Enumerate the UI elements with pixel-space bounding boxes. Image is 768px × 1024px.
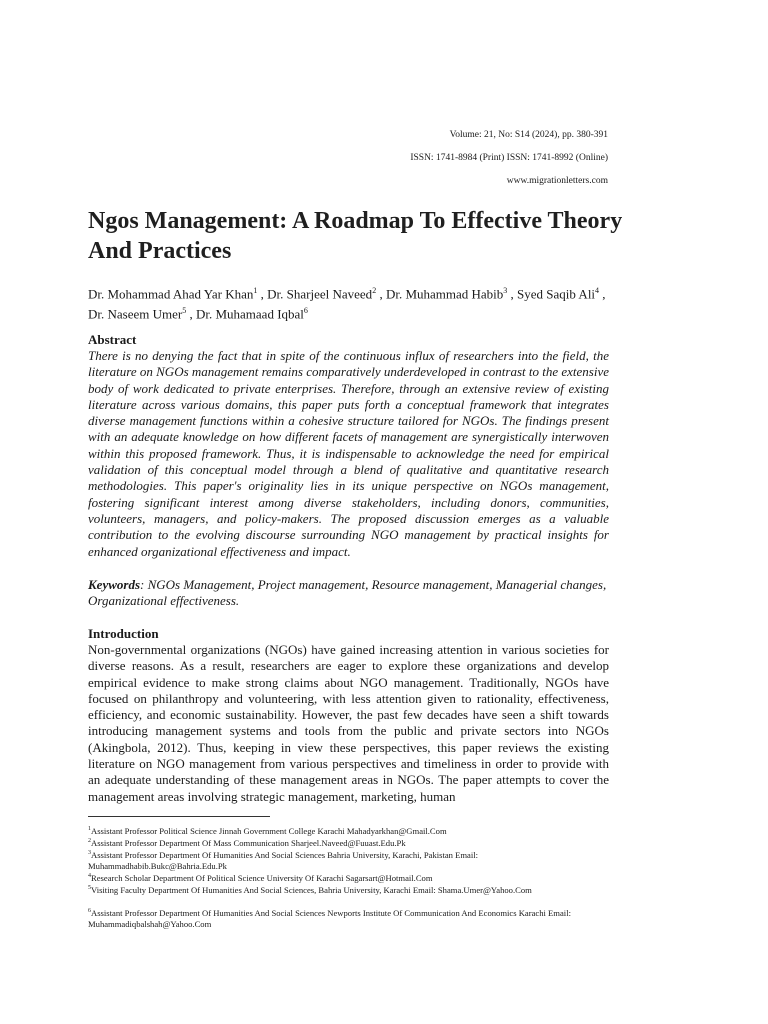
author-1-affil: 1 [253, 286, 258, 295]
keywords [88, 577, 609, 610]
author-separator: , [376, 286, 386, 302]
footnote-5 [88, 883, 609, 896]
author-5: Dr. Naseem Umer [88, 306, 183, 322]
footnote-6 [88, 906, 609, 931]
footnote-number: 6 [88, 908, 91, 914]
footnote-number: 3 [88, 850, 91, 856]
footnote-divider [88, 816, 270, 817]
author-3: Dr. Muhammad Habib [385, 286, 504, 302]
keywords-label: Keywords [88, 577, 140, 592]
author-2: Dr. Sharjeel Naveed [267, 286, 373, 302]
author-1: Dr. Mohammad Ahad Yar Khan [88, 286, 254, 302]
footnote-text: Research Scholar Department Of Political Science University Of Karachi Sagarsart@Hotmail.Com [91, 872, 433, 883]
journal-volume: Volume: 21, No: S14 (2024), pp. 380-391 [449, 130, 608, 140]
footnote-text: Assistant Professor Department Of Humanities And Social Sciences Newports Institute Of Communication And Economics Karachi Email: Muhammadiqbalshah@Yahoo.Com [88, 907, 571, 930]
author-6: Dr. Muhamaad Iqbal [195, 306, 304, 322]
journal-issn: ISSN: 1741-8984 (Print) ISSN: 1741-8992 (Online) [410, 153, 608, 163]
author-separator: , [599, 286, 606, 302]
footnote-text: Assistant Professor Department Of Humanities And Social Sciences Bahria University, Karachi, Pakistan Email: Muhammadhabib.Bukc@Bahria.Edu.Pk [88, 849, 479, 872]
keywords-text: : NGOs Management, Project management, Resource management, Managerial changes, Organizational effectiveness. [88, 577, 607, 609]
author-4: Syed Saqib Ali [517, 286, 596, 302]
author-2-affil: 2 [372, 286, 377, 295]
author-3-affil: 3 [503, 286, 508, 295]
footnote-number: 2 [88, 838, 91, 844]
author-4-affil: 4 [595, 286, 600, 295]
introduction-text: Non-governmental organizations (NGOs) have gained increasing attention in various societies for diverse reasons. As a result, researchers are eager to explore these organizations and develop empirical evidence to make strong claims about NGO management. Traditionally, NGOs have focused on philanthropy and volunteering, with less attention given to rationality, effectiveness, efficiency, and economic sustainability. However, the past few decades have seen a shift towards introducing management systems and tools from the public and private sectors into NGOs (Akingbola, 2012). Thus, keeping in view these perspectives, this paper reviews the existing literature on NGO management from various perspectives and timeliness in order to provide with an adequate understanding of these management areas in NGOs. The paper attempts to cover the management areas involving strategic management, marketing, human [88, 642, 609, 804]
journal-website: www.migrationletters.com [506, 176, 608, 186]
footnote-number: 1 [88, 826, 91, 832]
footnote-text: Assistant Professor Department Of Mass Communication Sharjeel.Naveed@Fuuast.Edu.Pk [91, 837, 406, 848]
author-5-affil: 5 [182, 306, 187, 316]
footnote-number: 4 [88, 873, 91, 879]
abstract-heading: Abstract [88, 332, 137, 347]
author-list [88, 282, 608, 323]
footnote-number: 5 [88, 885, 91, 891]
author-separator: , [507, 286, 518, 302]
footnote-text: Assistant Professor Political Science Jinnah Government College Karachi Mahadyarkhan@Gmail.Com [91, 825, 447, 836]
paper-title: Ngos Management: A Roadmap To Effective Theory And Practices [88, 208, 623, 264]
abstract-text: There is no denying the fact that in spite of the continuous influx of researchers into the field, the literature on NGOs management remains comparatively underdeveloped in contrast to the extensive body of work dedicated to private enterprises. Therefore, through an extensive review of existing literature across various domains, this paper puts forth a conceptual framework that integrates diverse management functions within a cohesive structure tailored for NGOs. The findings present with an adequate knowledge on how different facets of management are synergistically interwoven within this proposed framework. Thus, it is indispensable to acknowledge the need for empirical validation of this conceptual model through a blend of qualitative and quantitative research methodologies. This paper's originality lies in its unique perspective on NGOs management, fostering significant interest among diverse stakeholders, including donors, communities, volunteers, managers, and policy-makers. The proposed discussion emerges as a valuable contribution to the evolving discourse surrounding NGO management by practical insights for enhanced organizational effectiveness and impact. [88, 348, 609, 559]
footnote-3 [88, 848, 609, 873]
footnote-text: Visiting Faculty Department Of Humanities And Social Sciences, Bahria University, Karachi Email: Shama.Umer@Yahoo.Com [91, 884, 532, 895]
author-separator: , [186, 306, 196, 322]
introduction-heading: Introduction [88, 626, 159, 641]
author-separator: , [257, 286, 268, 302]
author-6-affil: 6 [303, 306, 308, 316]
